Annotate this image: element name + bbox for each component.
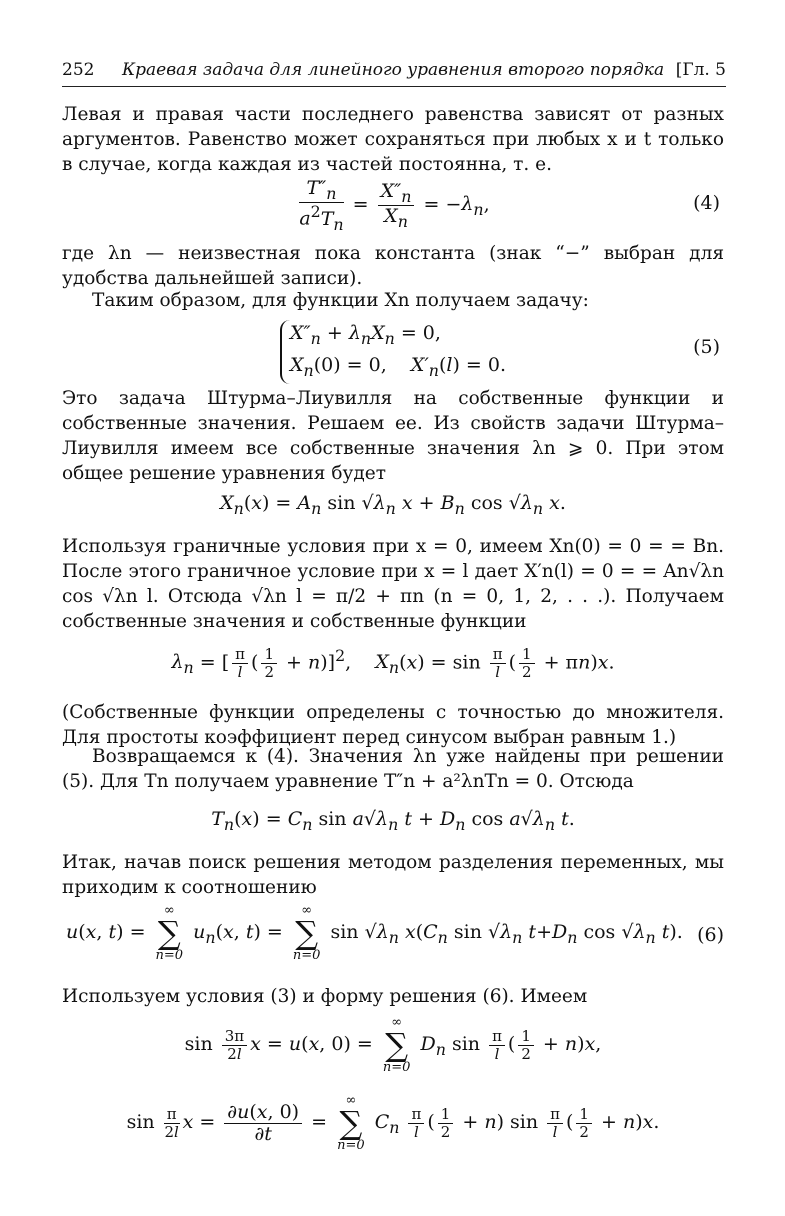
equation-number-5: (5) <box>693 336 720 358</box>
running-header <box>62 60 726 84</box>
running-title: Краевая задача для линейного уравнения второго порядка <box>122 60 665 80</box>
equation-general-solution: $X_n(x) = A_n$ $\sin √\lambda_n$ $x + B_n$ $\cos √\lambda_n$ x. <box>220 492 566 518</box>
paragraph-9: Используем условия (3) и форму решения (6). Имеем <box>62 986 588 1007</box>
equation-tn: $T_n(x) = C_n$ $\sin a√\lambda_n$ $t + D_n$ $\cos a√\lambda_n$ t. <box>211 808 575 834</box>
equation-5: $X''_n + \lambda_nX_n = 0$, $X_n(0) = 0$, $X'_n(l) = 0$. (5) <box>62 320 724 376</box>
paragraph-7: Возвращаемся к (4). Значения λn уже найдены при решении (5). Для Tn получаем уравнение T″n + a²λnTn = 0. Отсюда <box>62 746 724 792</box>
paragraph-3: Таким образом, для функции Xn получаем задачу: <box>92 290 589 311</box>
chapter-label: [Гл. 5 <box>675 60 726 80</box>
paragraph-6: (Собственные функции определены с точностью до множителя. Для простоты коэффициент перед синусом выбран равным 1.) <box>62 702 724 748</box>
paragraph-1: Левая и правая части последнего равенства зависят от разных аргументов. Равенство может сохраняться при любых x и t только в случае, когда каждая из частей постоянна, т. е. <box>62 104 724 175</box>
equation-number-6: (6) <box>697 924 724 946</box>
equation-eigen: $\lambda_n$ = [ $\frac{\pi}{l}$ ( $\frac{1}{2}$ + n)]$^2$, $X_n(x) = \sin$ $\frac{\pi}{l}$ ( $\frac{1}{2}$ + πn)x. <box>171 645 615 681</box>
page-number: 252 <box>62 60 95 80</box>
equation-4: $\frac{T''_n}{a^2T_n}$ = $\frac{X''_n}{X_n}$ = $-\lambda_n$, (4) <box>299 177 720 234</box>
paragraph-5: Используя граничные условия при x = 0, имеем Xn(0) = 0 = = Bn. После этого граничное условие при x = l дает X′n(l) = 0 = = An√λn cos √λn l. Отсюда √λn l = π/2 + πn (n = 0, 1, 2, . . .). Получаем собственные значения и собственные функции <box>62 536 724 632</box>
header-rule <box>62 86 726 87</box>
equation-6: u(x, t) = ∞ ∑ n=0 $u_n(x$, t) = ∞ ∑ n=0 $\sin √\lambda_n$ $x(C_n$ $\sin √\lambda_n$ $t+D_n$ $\cos √\lambda_n$ t). (6) <box>66 903 724 963</box>
paragraph-4: Это задача Штурма–Лиувилля на собственные функции и собственные значения. Решаем ее. Из свойств задачи Штурма–Лиувилля имеем все собственные значения λn ⩾ 0. При этом общее решение уравнения будет <box>62 388 724 484</box>
equation-initial-2: sin $\frac{\pi}{2l}$ x = $\frac{\partial u(x, 0)}{\partial t}$ = ∞ ∑ n=0 $C_n$ $\frac{\pi}{l}$ ( $\frac{1}{2}$ + n) sin $\frac{\pi}{l}$ ( $\frac{1}{2}$ + n)x. <box>126 1093 660 1153</box>
paragraph-8: Итак, начав поиск решения методом разделения переменных, мы приходим к соотношению <box>62 852 724 898</box>
equation-number-4: (4) <box>693 192 720 214</box>
equation-initial-1: sin $\frac{3\pi}{2l}$ x = u(x, 0) = ∞ ∑ n=0 $D_n$ sin $\frac{\pi}{l}$ ( $\frac{1}{2}$ + n)x, <box>184 1015 602 1075</box>
paragraph-2: где λn — неизвестная пока константа (знак “−” выбран для удобства дальнейшей записи). <box>62 243 724 289</box>
